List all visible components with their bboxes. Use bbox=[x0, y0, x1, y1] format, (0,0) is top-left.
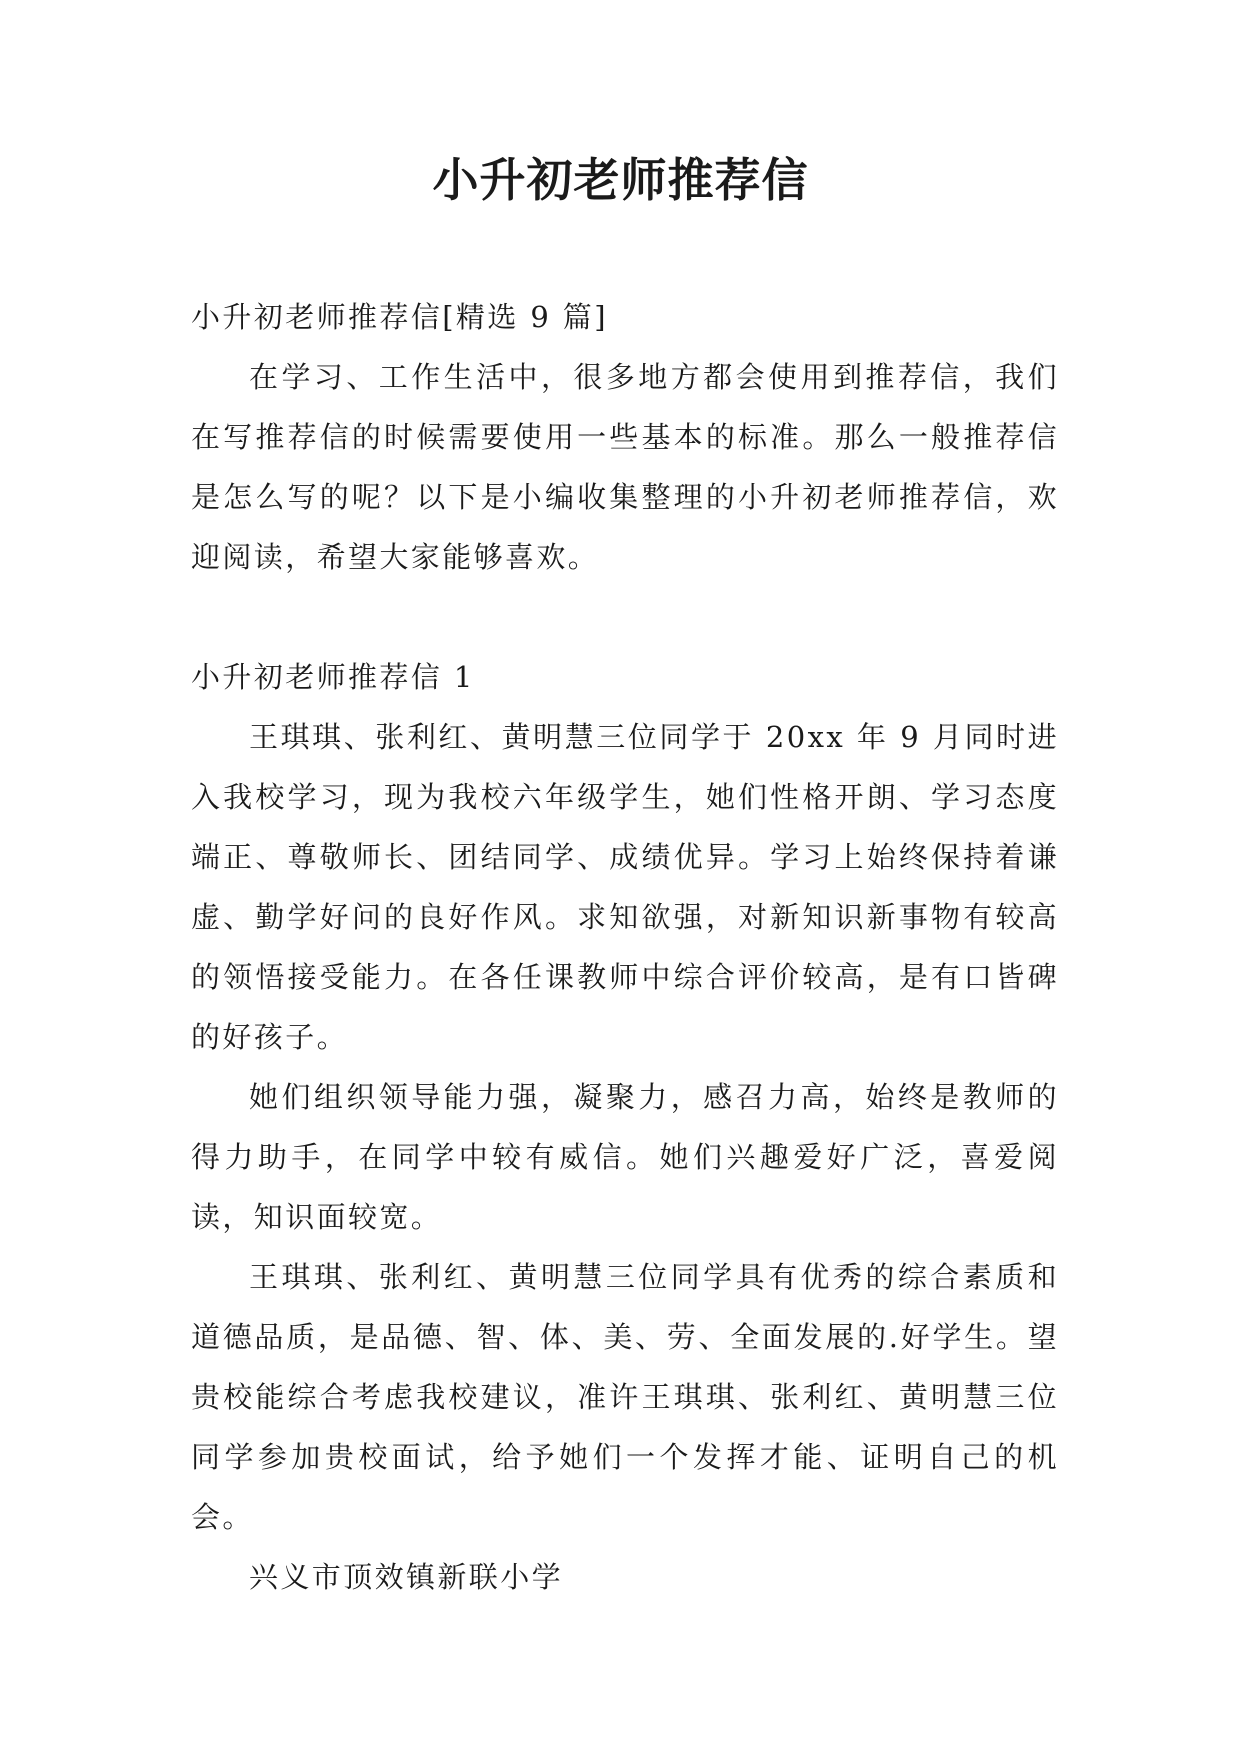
collection-subtitle: 小升初老师推荐信[精选 9 篇] bbox=[191, 300, 608, 334]
body-paragraph-1: 王琪琪、张利红、黄明慧三位同学于 20xx 年 9 月同时进入我校学习，现为我校六年级学生，她们性格开朗、学习态度端正、尊敬师长、团结同学、成绩优异。学习上始终保持着谦虚、勤学好问的良好作风。求知欲强，对新知识新事物有较高的领悟接受能力。在各任课教师中综合评价较高，是有口皆碑的好孩子。 bbox=[191, 720, 1059, 1054]
intro-paragraph: 在学习、工作生活中，很多地方都会使用到推荐信，我们在写推荐信的时候需要使用一些基本的标准。那么一般推荐信是怎么写的呢？以下是小编收集整理的小升初老师推荐信，欢迎阅读，希望大家能够喜欢。 bbox=[191, 360, 1059, 574]
body-paragraph-2: 她们组织领导能力强，凝聚力，感召力高，始终是教师的得力助手，在同学中较有威信。她们兴趣爱好广泛，喜爱阅读，知识面较宽。 bbox=[191, 1080, 1059, 1234]
body-paragraph-3: 王琪琪、张利红、黄明慧三位同学具有优秀的综合素质和道德品质，是品德、智、体、美、劳、全面发展的.好学生。望贵校能综合考虑我校建议，准许王琪琪、张利红、黄明慧三位同学参加贵校面试，给予她们一个发挥才能、证明自己的机会。 bbox=[191, 1260, 1059, 1534]
document-title: 小升初老师推荐信 bbox=[432, 153, 809, 207]
section-heading: 小升初老师推荐信 1 bbox=[191, 660, 475, 694]
paragraph-spacer bbox=[191, 587, 1059, 647]
school-signature: 兴义市顶效镇新联小学 bbox=[249, 1560, 564, 1594]
document-body bbox=[191, 287, 1059, 1607]
